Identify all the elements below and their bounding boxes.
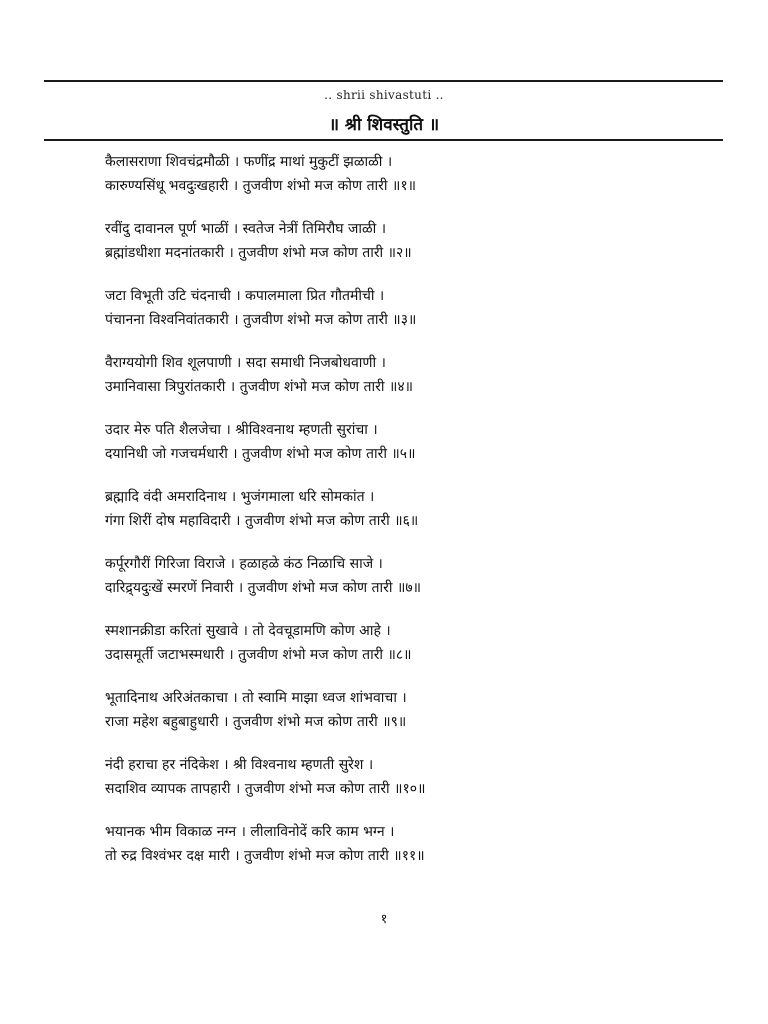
verse-4 — [105, 351, 705, 418]
verse-7 — [105, 552, 705, 619]
transliterated-title: .. shrii shivastuti .. — [324, 88, 444, 102]
verse-line: उदार मेरु पति शैलजेचा । श्रीविश्वनाथ म्हणती सुरांचा । — [105, 422, 378, 438]
verse-line: ब्रह्मांडधीशा मदनांतकारी । तुजवीण शंभो मज कोण तारी ॥२॥ — [105, 245, 412, 261]
verse-line: सदाशिव व्यापक तापहारी । तुजवीण शंभो मज कोण तारी ॥१०॥ — [105, 781, 426, 797]
verse-line: दारिद्र्यदुःखें स्मरणें निवारी । तुजवीण शंभो मज कोण तारी ॥७॥ — [105, 580, 422, 596]
page-title: ॥ श्री शिवस्तुति ॥ — [328, 115, 440, 135]
verse-9 — [105, 686, 705, 753]
verse-10 — [105, 753, 705, 820]
verse-5 — [105, 418, 705, 485]
verse-line: भयानक भीम विकाळ नग्न । लीलाविनोदें करि काम भग्न । — [105, 824, 395, 840]
verse-line: कैलासराणा शिवचंद्रमौळी । फणींद्र माथां मुकुटीं झळाळी । — [105, 154, 393, 170]
verse-line: वैराग्ययोगी शिव शूलपाणी । सदा समाधी निजबोधवाणी । — [105, 355, 386, 371]
verse-line: ब्रह्मादि वंदी अमरादिनाथ । भुजंगमाला धरि सोमकांत । — [105, 489, 375, 505]
verse-3 — [105, 284, 705, 351]
verse-line: उमानिवासा त्रिपुरांतकारी । तुजवीण शंभो मज कोण तारी ॥४॥ — [105, 379, 413, 395]
verse-line: स्मशानक्रीडा करितां सुखावे । तो देवचूडामणि कोण आहे । — [105, 623, 391, 639]
bottom-rule — [44, 139, 723, 141]
verse-line: नंदी हराचा हर नंदिकेश । श्री विश्वनाथ म्हणती सुरेश । — [105, 757, 374, 773]
verse-line: कर्पूरगौरीं गिरिजा विराजे । हळाहळे कंठ निळाचि साजे । — [105, 556, 383, 572]
verse-line: तो रुद्र विश्वंभर दक्ष मारी । तुजवीण शंभो मज कोण तारी ॥११॥ — [105, 848, 425, 864]
top-rule — [44, 80, 723, 82]
verse-line: गंगा शिरीं दोष महाविदारी । तुजवीण शंभो मज कोण तारी ॥६॥ — [105, 513, 419, 529]
verse-line: राजा महेश बहुबाहुधारी । तुजवीण शंभो मज कोण तारी ॥९॥ — [105, 714, 407, 730]
verse-line: दयानिधी जो गजचर्मधारी । तुजवीण शंभो मज कोण तारी ॥५॥ — [105, 446, 416, 462]
page-number: १ — [380, 912, 388, 927]
verse-line: रवींदु दावानल पूर्ण भाळीं । स्वतेज नेत्रीं तिमिरौघ जाळी । — [105, 221, 387, 237]
verse-6 — [105, 485, 705, 552]
verse-8 — [105, 619, 705, 686]
verse-11 — [105, 820, 705, 887]
verse-list — [105, 150, 705, 887]
verse-2 — [105, 217, 705, 284]
verse-line: जटा विभूती उटि चंदनाची । कपालमाला प्रित गौतमीची । — [105, 288, 385, 304]
verse-line: पंचानना विश्वनिवांतकारी । तुजवीण शंभो मज कोण तारी ॥३॥ — [105, 312, 417, 328]
verse-1 — [105, 150, 705, 217]
verse-line: उदासमूर्ती जटाभस्मधारी । तुजवीण शंभो मज कोण तारी ॥८॥ — [105, 647, 412, 663]
verse-line: भूतादिनाथ अरिअंतकाचा । तो स्वामि माझा ध्वज शांभवाचा । — [105, 690, 407, 706]
verse-line: कारुण्यसिंधू भवदुःखहारी । तुजवीण शंभो मज कोण तारी ॥१॥ — [105, 178, 417, 194]
